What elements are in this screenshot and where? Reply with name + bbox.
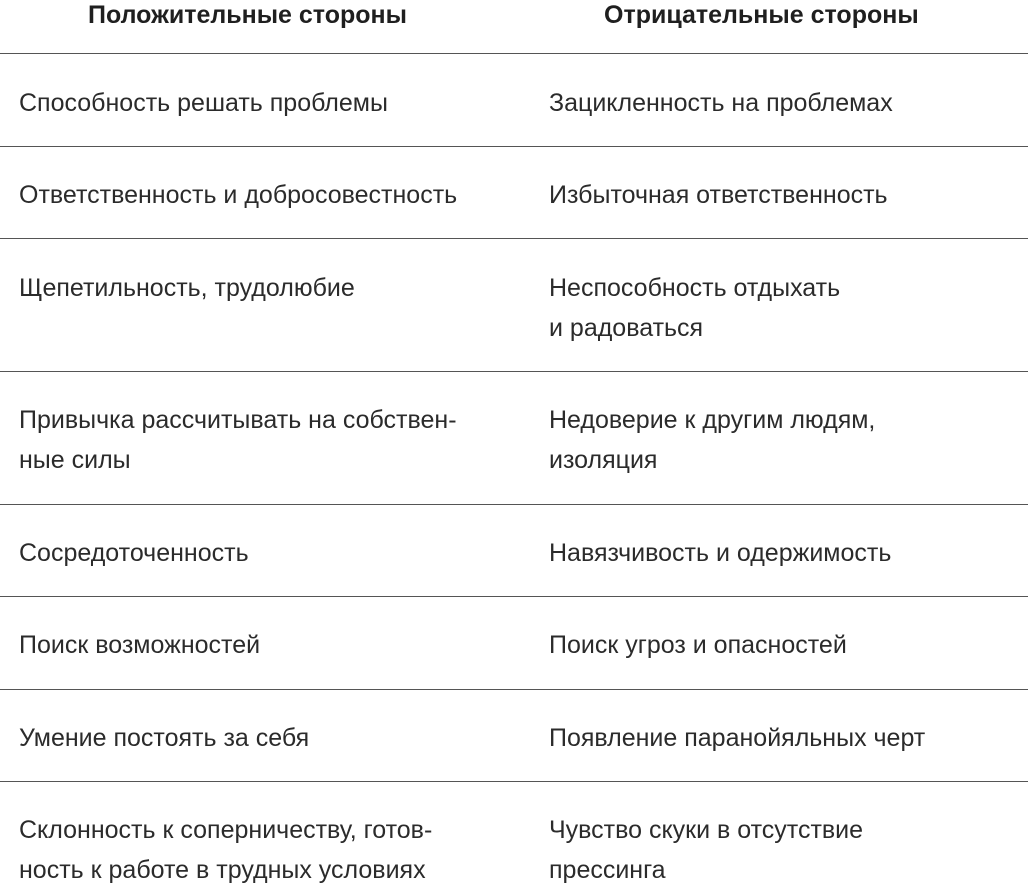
cell-positive: Поиск возможностей [19, 631, 261, 659]
divider [0, 146, 1028, 147]
cell-positive: Склонность к соперничеству, готов- ность к работе в трудных условиях [19, 816, 433, 884]
cell-positive: Привычка рассчитывать на собствен- ные силы [19, 406, 457, 474]
cell-positive: Умение постоять за себя [19, 724, 310, 752]
cell-positive: Щепетильность, трудолюбие [19, 274, 355, 302]
cell-negative: Поиск угроз и опасностей [549, 631, 847, 659]
divider [0, 238, 1028, 239]
cell-negative: Недоверие к другим людям, изоляция [549, 406, 876, 474]
divider [0, 371, 1028, 372]
header-positive: Положительные стороны [88, 1, 407, 29]
cell-negative: Навязчивость и одержимость [549, 539, 892, 567]
divider [0, 596, 1028, 597]
cell-negative: Зацикленность на проблемах [549, 89, 893, 117]
cell-positive: Ответственность и добросовестность [19, 181, 458, 209]
table-header [0, 0, 1028, 30]
divider [0, 781, 1028, 782]
cell-negative: Появление паранойяльных черт [549, 724, 926, 752]
cell-positive: Сосредоточенность [19, 539, 249, 567]
cell-positive: Способность решать проблемы [19, 89, 388, 117]
cell-negative: Избыточная ответственность [549, 181, 888, 209]
divider [0, 504, 1028, 505]
divider [0, 53, 1028, 54]
header-negative: Отрицательные стороны [604, 1, 919, 29]
divider [0, 689, 1028, 690]
cell-negative: Чувство скуки в отсутствие прессинга [549, 816, 864, 884]
cell-negative: Неспособность отдыхать и радоваться [549, 274, 841, 342]
